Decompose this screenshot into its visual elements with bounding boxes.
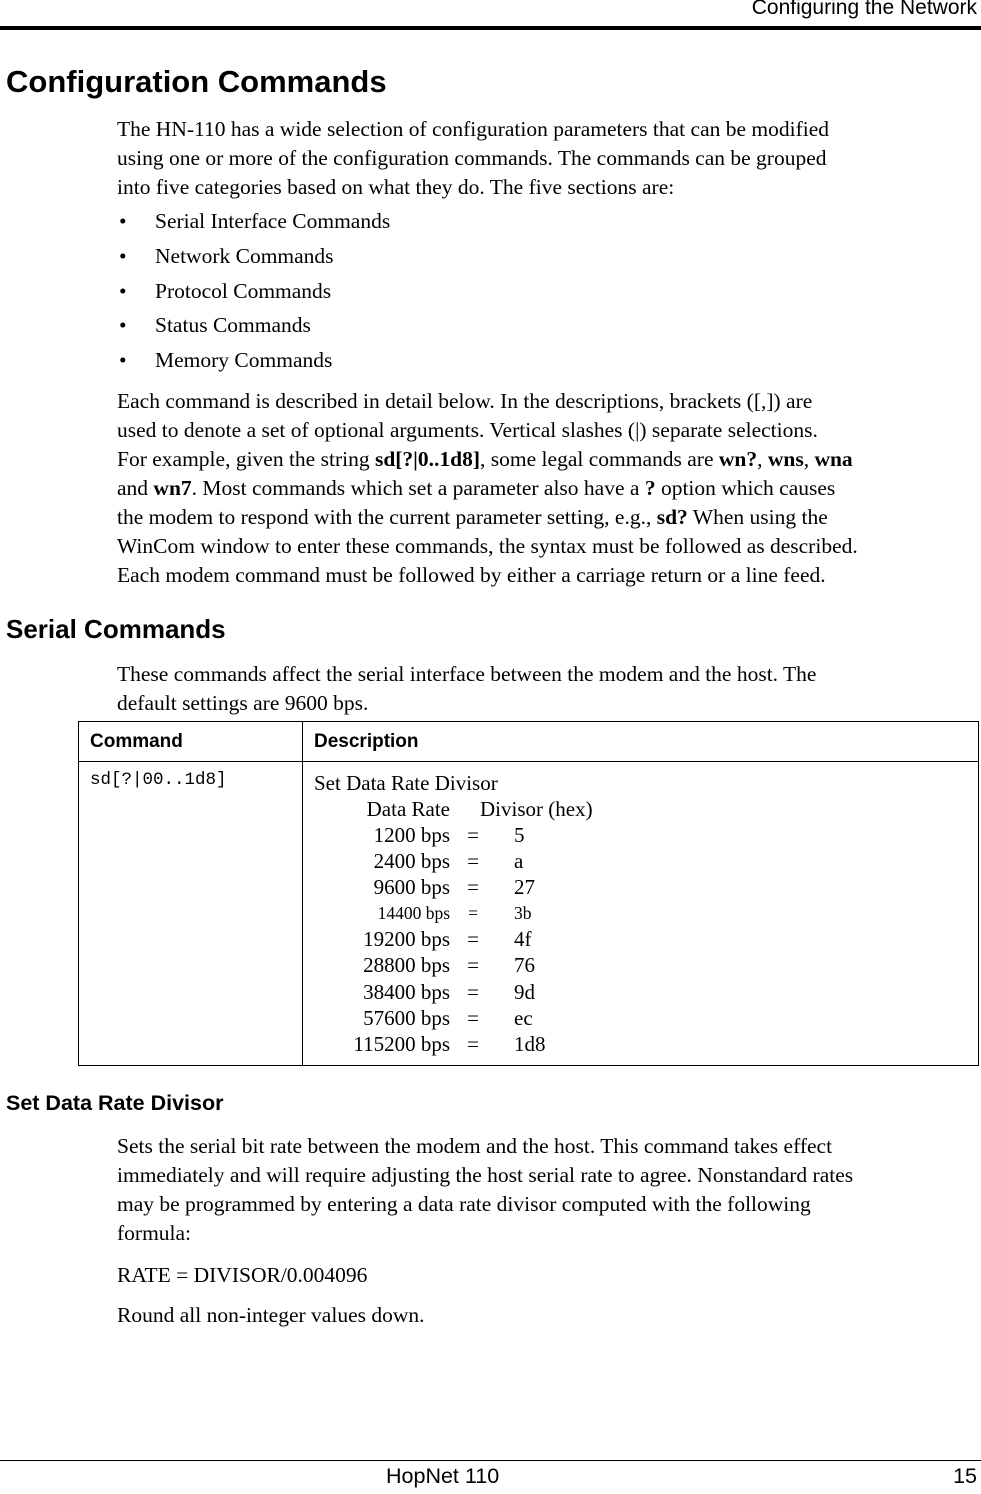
rate-row [314, 848, 978, 874]
details-line [117, 503, 981, 532]
text-run: and [117, 476, 154, 500]
command-syntax: sd[?|00..1d8] [90, 770, 227, 790]
serial-intro-line: These commands affect the serial interface between the modem and the host. The [117, 662, 817, 686]
divisor-body-paragraph [117, 1132, 981, 1248]
heading-set-data-rate-divisor: Set Data Rate Divisor [6, 1091, 224, 1115]
category-bullet-list [117, 206, 390, 380]
equals-sign: = [467, 849, 479, 874]
list-item [117, 276, 390, 311]
rate-row [314, 874, 978, 900]
text-run: For example, given the string [117, 447, 375, 471]
equals-sign: = [468, 903, 478, 924]
details-line [117, 474, 981, 503]
intro-line: into five categories based on what they do. The five sections are: [117, 175, 675, 199]
text-run: , some legal commands are [480, 447, 719, 471]
rate-table-header [314, 797, 978, 822]
rate-value: 19200 bps [363, 927, 450, 952]
list-item-label: Protocol Commands [155, 278, 332, 303]
text-run: When using the [687, 505, 828, 529]
body-line: formula: [117, 1221, 192, 1245]
divisor-value: 3b [514, 903, 532, 924]
rounding-note: Round all non-integer values down. [117, 1303, 425, 1327]
serial-intro-line: default settings are 9600 bps. [117, 691, 369, 715]
rate-row [314, 900, 978, 926]
list-item [117, 345, 390, 380]
table-header-row [79, 722, 979, 762]
equals-sign: = [467, 953, 479, 978]
page-number: 15 [953, 1464, 977, 1488]
body-line: Sets the serial bit rate between the modem and the host. This command takes effect [117, 1134, 833, 1158]
details-line [117, 445, 981, 474]
divisor-value: a [514, 849, 524, 874]
rate-row [314, 822, 978, 848]
equals-sign: = [467, 979, 479, 1004]
rate-value: 14400 bps [377, 903, 450, 924]
text-run: option which causes [655, 476, 836, 500]
divisor-value: 76 [514, 953, 535, 978]
list-item-label: Network Commands [155, 243, 334, 268]
footer-rule [0, 1460, 981, 1461]
divisor-header: Divisor (hex) [480, 797, 593, 821]
serial-command-table [78, 721, 979, 1066]
text-run: . Most commands which set a parameter also have a [191, 476, 645, 500]
command-example: wn? [718, 447, 758, 471]
serial-intro-paragraph [117, 660, 981, 718]
rate-value: 38400 bps [363, 979, 450, 1004]
rate-value: 9600 bps [373, 875, 450, 900]
details-line: used to denote a set of optional arguments. Vertical slashes (|) separate selections. [117, 418, 818, 442]
heading-serial-commands: Serial Commands [6, 614, 226, 644]
divisor-value: ec [514, 1005, 533, 1030]
divisor-value: 27 [514, 875, 535, 900]
rate-row [314, 979, 978, 1005]
bullet-icon: • [119, 243, 127, 268]
rate-row [314, 926, 978, 952]
command-description [303, 762, 978, 1057]
column-header-description: Description [303, 722, 979, 762]
rate-row [314, 1005, 978, 1031]
divisor-value: 4f [514, 927, 532, 952]
list-item [117, 241, 390, 276]
list-item-label: Serial Interface Commands [155, 209, 391, 233]
list-item [117, 310, 390, 345]
heading-configuration-commands: Configuration Commands [6, 64, 387, 99]
details-paragraph [117, 387, 981, 590]
text-run: , [803, 447, 815, 471]
command-example: sd? [656, 505, 688, 529]
divisor-value: 1d8 [514, 1031, 546, 1056]
intro-line: The HN-110 has a wide selection of configuration parameters that can be modified [117, 117, 830, 141]
query-option: ? [644, 476, 656, 500]
divisor-value: 9d [514, 979, 535, 1004]
bullet-icon: • [119, 348, 127, 373]
details-line: WinCom window to enter these commands, the syntax must be followed as described. [117, 534, 858, 558]
syntax-example: sd[?|0..1d8] [374, 447, 481, 471]
bullet-icon: • [119, 209, 127, 233]
rate-value: 28800 bps [363, 953, 450, 978]
header-rule [0, 26, 981, 30]
footer-title: HopNet 110 [386, 1464, 500, 1488]
text-run: the modem to respond with the current parameter setting, e.g., [117, 505, 657, 529]
list-item [117, 206, 390, 241]
column-header-command: Command [79, 722, 303, 762]
intro-line: using one or more of the configuration commands. The commands can be grouped [117, 146, 827, 170]
list-item-label: Status Commands [155, 313, 311, 338]
rate-row [314, 952, 978, 978]
equals-sign: = [467, 927, 479, 952]
divisor-value: 5 [514, 823, 525, 847]
rate-row [314, 1031, 978, 1057]
equals-sign: = [467, 875, 479, 900]
equals-sign: = [467, 823, 479, 847]
bullet-icon: • [119, 313, 127, 338]
rate-formula: RATE = DIVISOR/0.004096 [117, 1263, 368, 1287]
bullet-icon: • [119, 278, 127, 303]
details-line: Each command is described in detail below. In the descriptions, brackets ([,]) are [117, 389, 813, 413]
equals-sign: = [467, 1005, 479, 1030]
text-run: , [757, 447, 768, 471]
rate-value: 57600 bps [363, 1005, 450, 1030]
details-line: Each modem command must be followed by either a carriage return or a line feed. [117, 563, 826, 587]
running-header: Configuring the Network [751, 0, 977, 19]
rate-value: 2400 bps [373, 849, 450, 874]
rate-value: 115200 bps [353, 1031, 450, 1056]
body-line: may be programmed by entering a data rate divisor computed with the following [117, 1192, 811, 1216]
body-line: immediately and will require adjusting the host serial rate to agree. Nonstandard rates [117, 1163, 854, 1187]
table-row [79, 762, 979, 1066]
command-example: wn7 [153, 476, 192, 500]
description-title: Set Data Rate Divisor [314, 771, 498, 795]
equals-sign: = [467, 1031, 479, 1056]
command-example: wns [767, 447, 804, 471]
data-rate-header: Data Rate [366, 797, 450, 821]
rate-value: 1200 bps [373, 823, 450, 847]
command-example: wna [814, 447, 853, 471]
list-item-label: Memory Commands [155, 348, 333, 373]
intro-paragraph [117, 115, 981, 202]
